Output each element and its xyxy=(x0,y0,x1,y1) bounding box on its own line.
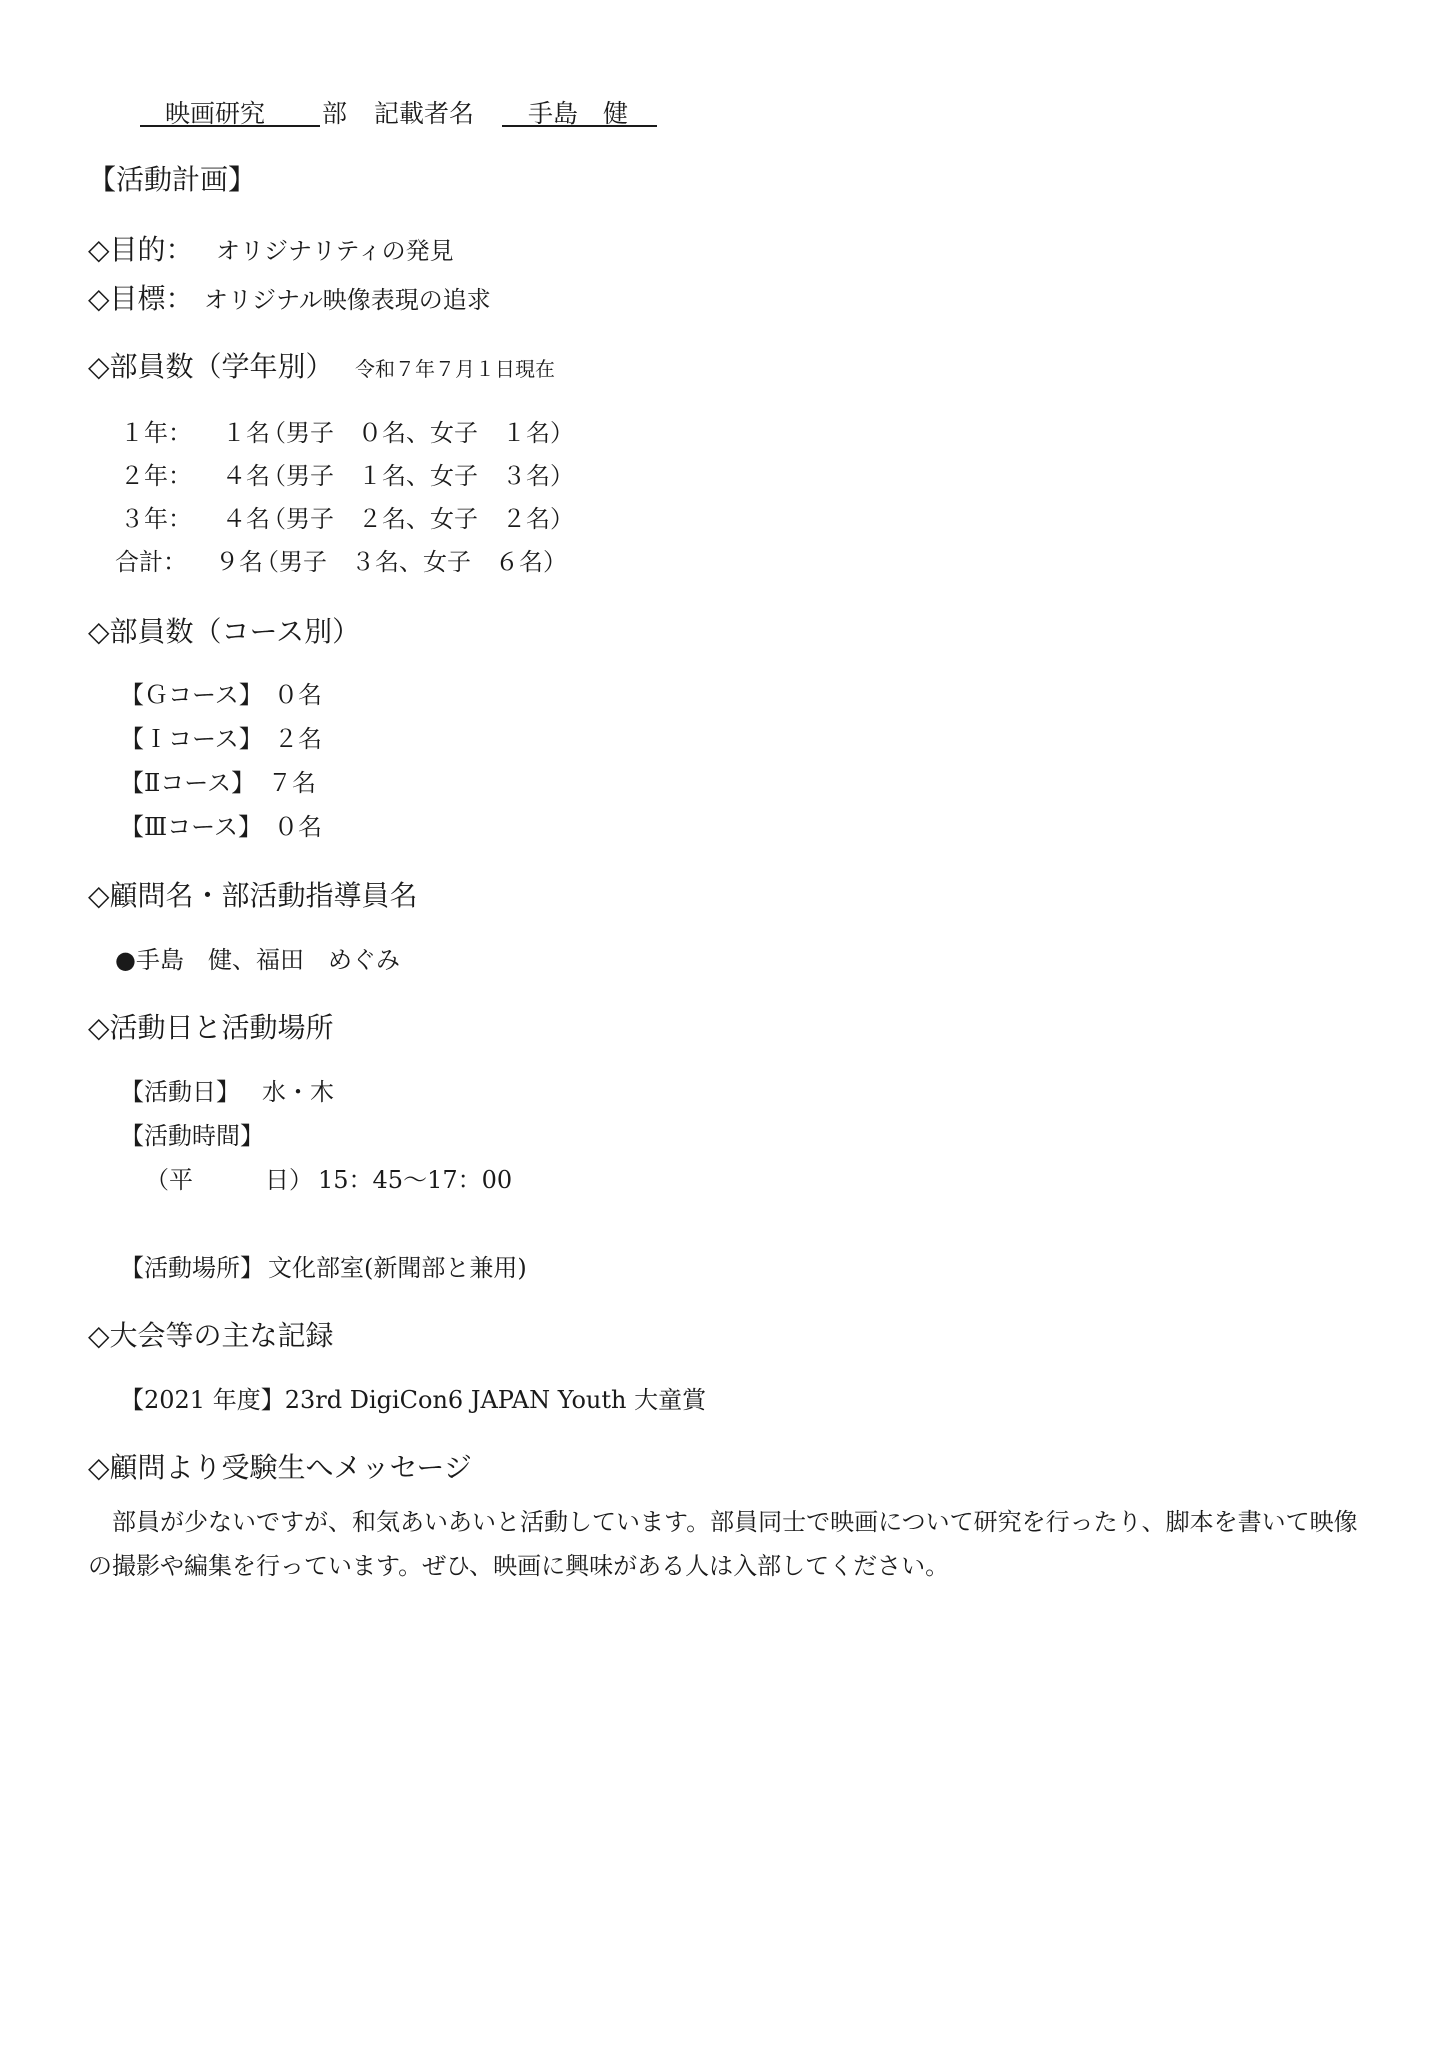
course-label: 【Ｉコース】 xyxy=(120,725,263,753)
course-count: ０名 xyxy=(274,681,322,709)
recorder-label: 記載者名 xyxy=(374,99,475,128)
activity-time-kind: （平 日） xyxy=(145,1166,313,1194)
grade-detail: （男子 ０名、女子 １名） xyxy=(262,419,574,447)
activity-place-value: 文化部室(新聞部と兼用) xyxy=(268,1254,527,1282)
members-by-course-heading: ◇部員数（コース別） xyxy=(88,615,361,648)
schedule-heading: ◇活動日と活動場所 xyxy=(88,1011,334,1044)
advisor-names: ●手島 健、福田 めぐみ xyxy=(115,946,400,974)
grade-label: ３年： xyxy=(120,505,192,533)
grade-detail: （男子 １名、女子 ３名） xyxy=(262,462,574,490)
record-item: 【2021 年度】23rd DigiCon6 JAPAN Youth 大童賞 xyxy=(120,1386,707,1414)
message-heading: ◇顧問より受験生へメッセージ xyxy=(88,1451,472,1484)
course-count: ０名 xyxy=(274,813,322,841)
goal-value: オリジナル映像表現の追求 xyxy=(204,286,491,314)
course-label: 【Ⅱコース】 xyxy=(120,769,256,797)
purpose-value: オリジナリティの発見 xyxy=(216,237,454,265)
club-suffix: 部 xyxy=(322,99,348,128)
grade-total: ４名 xyxy=(222,505,270,533)
activity-days-value: 水・木 xyxy=(262,1078,334,1106)
message-body: 部員が少ないですが、和気あいあいと活動しています。部員同士で映画について研究を行ったり、脚本を書いて映像の撮影や編集を行っています。ぜひ、映画に興味がある人は入部してください。 xyxy=(88,1508,1358,1580)
course-label: 【Ｇコース】 xyxy=(120,681,263,709)
recorder-name: 手島 健 xyxy=(528,99,629,128)
course-count: ２名 xyxy=(274,725,322,753)
club-name: 映画研究 xyxy=(165,99,266,128)
grade-label: 合計： xyxy=(115,548,187,576)
plan-title: 【活動計画】 xyxy=(88,163,257,196)
activity-time-value: 15：45〜17：00 xyxy=(318,1166,513,1194)
grade-detail: （男子 ２名、女子 ２名） xyxy=(262,505,574,533)
records-heading: ◇大会等の主な記録 xyxy=(88,1319,334,1352)
grade-total: １名 xyxy=(222,419,270,447)
activity-days-label: 【活動日】 xyxy=(120,1078,240,1106)
members-by-grade-heading: ◇部員数（学年別） xyxy=(88,350,334,383)
activity-time-label: 【活動時間】 xyxy=(120,1122,264,1150)
grade-total: ９名 xyxy=(215,548,263,576)
activity-place-label: 【活動場所】 xyxy=(120,1254,264,1282)
goal-label: ◇目標： xyxy=(88,282,194,315)
grade-label: ２年： xyxy=(120,462,192,490)
grade-label: １年： xyxy=(120,419,192,447)
purpose-label: ◇目的： xyxy=(88,233,194,266)
advisors-heading: ◇顧問名・部活動指導員名 xyxy=(88,879,418,912)
grade-total: ４名 xyxy=(222,462,270,490)
course-count: ７名 xyxy=(268,769,316,797)
members-as-of-date: 令和７年７月１日現在 xyxy=(355,357,555,381)
grade-detail: （男子 ３名、女子 ６名） xyxy=(255,548,567,576)
course-label: 【Ⅲコース】 xyxy=(120,813,262,841)
